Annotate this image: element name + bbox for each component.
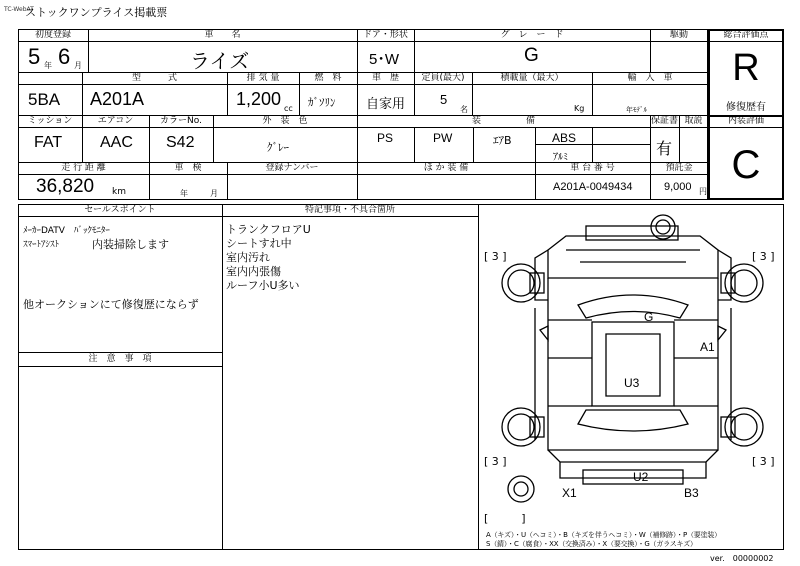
mileage: 36,820: [36, 176, 95, 197]
reg-year-unit: 年: [44, 61, 52, 70]
chassis-number: A201A-0049434: [553, 181, 633, 193]
label-interior-score: 内装評価: [727, 116, 764, 126]
damage-mark-u2: U2: [633, 470, 649, 484]
page-title: ストックワンプライス掲載票: [25, 6, 168, 19]
label-aircon: エアコン: [97, 116, 134, 126]
model: A201A: [90, 89, 145, 109]
damage-mark-a1: A1: [700, 340, 715, 354]
label-mission: ミッション: [27, 116, 73, 126]
deposit-unit: 円: [699, 187, 707, 196]
damage-mark-g: G: [644, 310, 654, 324]
wheel-rear-right: [721, 408, 763, 446]
label-fuel: 燃 料: [314, 73, 342, 83]
label-import: 輸 入 車: [627, 73, 673, 83]
label-model-type: 型 式: [131, 73, 177, 83]
capacity: 5: [440, 92, 448, 107]
reg-month: 6: [58, 44, 71, 69]
damage-mark-b3: B3: [684, 486, 699, 500]
special-note-3: 室内汚れ: [226, 251, 270, 264]
wheel-rear-left: [502, 408, 544, 446]
label-overall-score: 総合評価点: [723, 30, 769, 40]
label-cautions: 注 意 事 項: [88, 354, 152, 364]
label-grade: グ レ ー ド: [500, 30, 564, 40]
car-damage-diagram: [479, 205, 783, 531]
bracket-bottom-left: [ 3 ]: [484, 455, 507, 468]
fuel: ｶﾞｿﾘﾝ: [308, 96, 336, 109]
label-manual: 取説: [684, 116, 703, 126]
label-reg-number: 登録ナンバー: [265, 163, 319, 173]
sales-point-line3: 他オークションにて修復歴にならず: [23, 298, 199, 311]
label-history: 車 歴: [371, 73, 399, 83]
special-note-1: トランクフロアU: [226, 223, 311, 236]
insp-month-unit: 月: [210, 189, 218, 198]
car-name: ライズ: [190, 49, 250, 73]
label-warranty: 保証書: [650, 116, 678, 126]
label-special-notes: 特記事項・不具合箇所: [304, 205, 395, 215]
overall-score: R: [732, 47, 760, 89]
model-prefix: 5BA: [28, 90, 61, 109]
label-load: 積載量（最大）: [500, 73, 564, 83]
label-other-equipment: ほ か 装 備: [423, 163, 469, 173]
reg-month-unit: 月: [74, 61, 82, 70]
eq-ps: PS: [377, 131, 394, 145]
sales-point-line2a: ｽﾏｰﾄｱｼｽﾄ: [23, 240, 60, 250]
eq-airbag: ｴｱB: [493, 134, 512, 147]
wheel-front-right: [721, 264, 763, 302]
interior-score: C: [731, 143, 761, 187]
label-sales-points: セールスポイント: [84, 205, 156, 215]
import-unit: 年ﾓﾃﾞﾙ: [626, 106, 647, 114]
label-color-no: カラーNo.: [160, 116, 202, 126]
special-note-5: ルーフ小U多い: [226, 279, 300, 292]
bracket-top-right: [ 3 ]: [752, 250, 775, 263]
aircon: AAC: [100, 134, 133, 151]
load-unit: Kg: [574, 104, 585, 113]
insp-year-unit: 年: [180, 189, 188, 198]
label-equipment: 装 備: [471, 116, 535, 126]
label-mileage: 走 行 距 離: [61, 163, 106, 173]
label-displacement: 排 気 量: [246, 73, 280, 83]
capacity-unit: 名: [460, 105, 468, 114]
wheel-front-left: [502, 264, 544, 302]
label-exterior-color: 外 装 色: [262, 116, 308, 126]
legend-line1: A（キズ）・U（ヘコミ）・B（キズを伴うヘコミ）・W（補修跡）・P（要塗装）: [486, 531, 721, 539]
deposit: 9,000: [664, 181, 692, 193]
history: 自家用: [366, 97, 406, 112]
label-drive: 駆動: [669, 30, 688, 40]
door-shape: 5･W: [369, 51, 400, 68]
special-note-4: 室内内張傷: [226, 265, 281, 278]
warranty: 有: [656, 139, 673, 158]
bracket-top-left: [ 3 ]: [484, 250, 507, 263]
reg-year: 5: [28, 44, 41, 69]
color-no: S42: [166, 134, 195, 151]
grade: G: [524, 45, 539, 66]
logo: TC-WebAT: [4, 6, 34, 13]
displacement-unit: cc: [284, 104, 293, 113]
special-note-2: シートすれ中: [226, 237, 292, 250]
eq-alumi: ｱﾙﾐ: [553, 152, 568, 163]
eq-abs: ABS: [552, 131, 577, 145]
overall-sub: 修復歴有: [726, 102, 766, 113]
displacement: 1,200: [236, 89, 282, 109]
label-inspection: 車 検: [174, 163, 202, 173]
label-car-name: 車 名: [204, 30, 241, 40]
bracket-bottom: [ ]: [484, 512, 526, 525]
version-label: ver. 00000002: [710, 554, 774, 563]
mission: FAT: [34, 134, 63, 151]
bracket-bottom-right: [ 3 ]: [752, 455, 775, 468]
legend-line2: S（錆）・C（腐食）・XX（交換済み）・X（要交換）・G（ガラスキズ）: [486, 540, 697, 548]
label-deposit: 預託金: [665, 163, 693, 173]
label-chassis-number: 車 台 番 号: [570, 163, 615, 173]
damage-mark-u3: U3: [624, 376, 640, 390]
sales-point-line2b: 内装掃除します: [92, 238, 169, 251]
exterior-color: ｸﾞﾚｰ: [267, 141, 289, 154]
damage-mark-x1: X1: [562, 486, 577, 500]
mileage-unit: km: [112, 187, 126, 197]
label-first-reg: 初度登録: [34, 30, 71, 40]
label-door-shape: ドア・形状: [363, 30, 408, 40]
eq-pw: PW: [433, 131, 453, 145]
sales-point-line1: ﾒｰｶｰDATV ﾊﾞｯｸﾓﾆﾀｰ: [23, 226, 110, 236]
label-capacity: 定員(最大): [421, 73, 465, 83]
